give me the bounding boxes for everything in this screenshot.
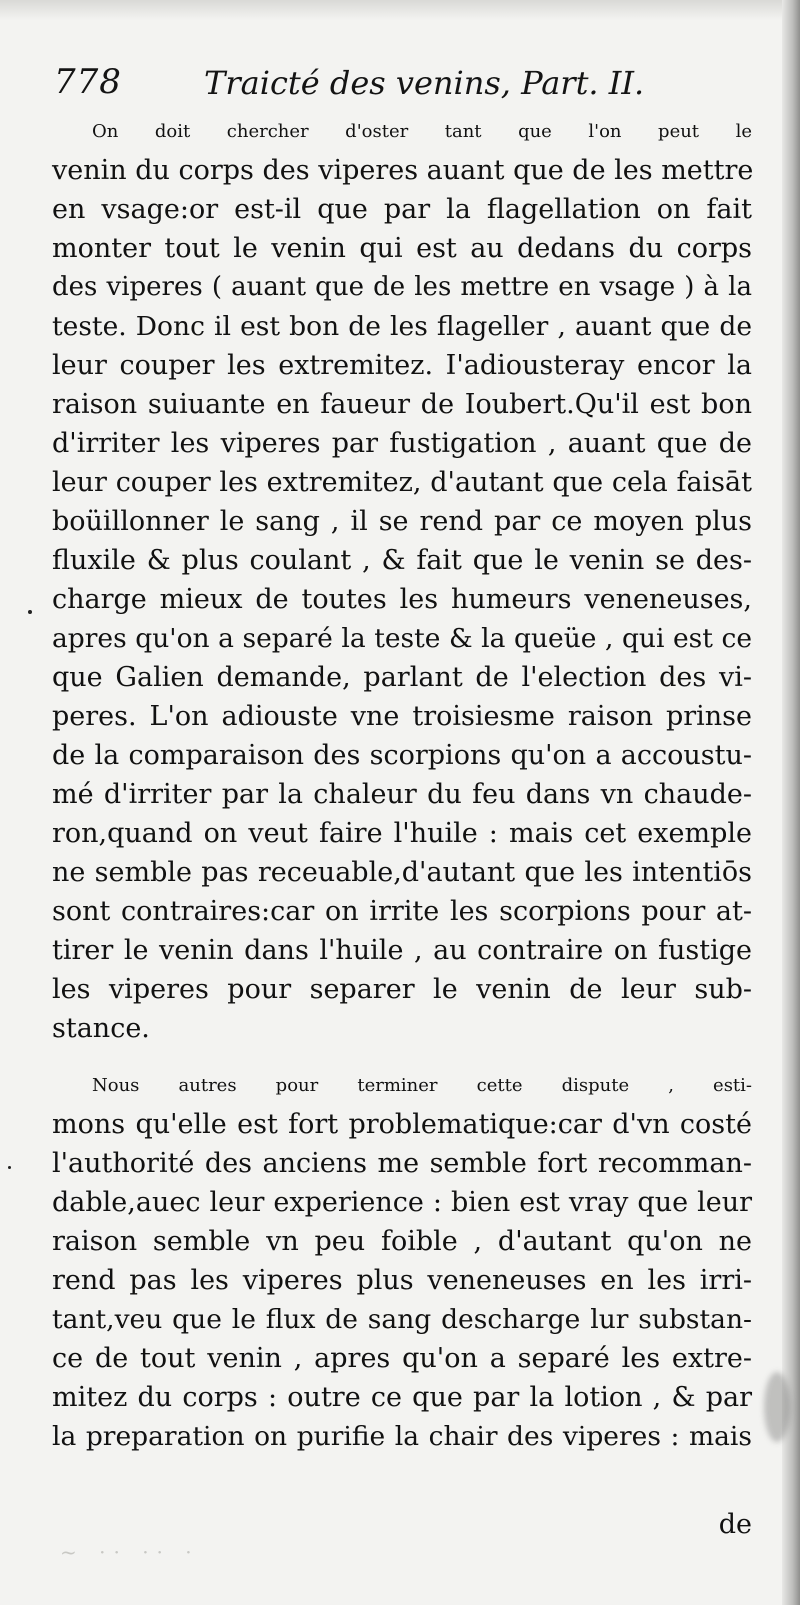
- text-line: raison semble vn peu foible , d'autant qu'on ne: [52, 1226, 752, 1257]
- text-line: dable,auec leur experience : bien est vray que leur: [52, 1187, 752, 1218]
- page-gutter-edge: [782, 0, 800, 1605]
- text-line: peres. L'on adiouste vne troisiesme raison prinse: [52, 701, 752, 732]
- text-line: l'authorité des anciens me semble fort recomman-: [52, 1148, 752, 1179]
- text-line: charge mieux de toutes les humeurs veneneuses,: [52, 584, 752, 615]
- ink-bleed-mark: [764, 1372, 790, 1442]
- text-line: stance.: [52, 1013, 150, 1044]
- text-line: en vsage:or est-il que par la flagellation on fait: [52, 194, 752, 225]
- text-line: raison suiuante en faueur de Ioubert.Qu'il est bon: [52, 389, 752, 420]
- paragraph: [52, 112, 752, 1048]
- ink-speck: [28, 610, 32, 614]
- text-line: fluxile & plus coulant , & fait que le venin se des-: [52, 545, 752, 576]
- text-line: leur couper les extremitez, d'autant que cela faisāt: [52, 467, 752, 498]
- text-line: monter tout le venin qui est au dedans du corps: [52, 233, 752, 264]
- text-line: ne semble pas receuable,d'autant que les intentiōs: [52, 857, 752, 888]
- text-line: les viperes pour separer le venin de leur sub-: [52, 974, 752, 1005]
- text-line: On doit chercher d'oster tant que l'on peut le: [92, 121, 752, 142]
- body-text: [52, 112, 752, 1456]
- text-line: apres qu'on a separé la teste & la queüe , qui est ce: [52, 623, 752, 654]
- text-line: mé d'irriter par la chaleur du feu dans vn chaude-: [52, 779, 752, 810]
- catchword: de: [718, 1509, 752, 1540]
- text-line: Nous autres pour terminer cette dispute , esti-: [92, 1075, 752, 1096]
- text-line: ron,quand on veut faire l'huile : mais cet exemple: [52, 818, 752, 849]
- text-line: la preparation on purifie la chair des viperes : mais: [52, 1421, 752, 1452]
- page-header: [54, 60, 754, 108]
- text-line: boüillonner le sang , il se rend par ce moyen plus: [52, 506, 752, 537]
- text-line: tant,veu que le flux de sang descharge lur substan-: [52, 1304, 752, 1335]
- text-line: de la comparaison des scorpions qu'on a accoustu-: [52, 740, 752, 771]
- text-line: leur couper les extremitez. I'adiousteray encor la: [52, 350, 752, 381]
- paragraph-gap: [52, 1048, 752, 1066]
- show-through-text: ~ ·· ·· ·: [60, 1540, 200, 1564]
- text-line: venin du corps des viperes auant que de les mettre: [52, 155, 754, 186]
- text-line: que Galien demande, parlant de l'election des vi-: [52, 662, 752, 693]
- text-line: mons qu'elle est fort problematique:car d'vn costé: [52, 1109, 752, 1140]
- text-line: sont contraires:car on irrite les scorpions pour at-: [52, 896, 752, 927]
- running-head: Traicté des venins, Part. II.: [204, 64, 645, 102]
- text-line: ce de tout venin , apres qu'on a separé les extre-: [52, 1343, 752, 1374]
- text-line: teste. Donc il est bon de les flageller , auant que de: [52, 311, 752, 342]
- text-line: d'irriter les viperes par fustigation , auant que de: [52, 428, 752, 459]
- text-line: mitez du corps : outre ce que par la lotion , & par: [52, 1382, 752, 1413]
- ink-speck: [8, 1166, 11, 1169]
- text-line: tirer le venin dans l'huile , au contraire on fustige: [52, 935, 752, 966]
- paragraph: [52, 1066, 752, 1456]
- page-top-shadow: [0, 0, 800, 20]
- text-line: des viperes ( auant que de les mettre en vsage ) à la: [52, 272, 752, 302]
- text-line: rend pas les viperes plus veneneuses en les irri-: [52, 1265, 752, 1296]
- page-number: 778: [54, 62, 122, 102]
